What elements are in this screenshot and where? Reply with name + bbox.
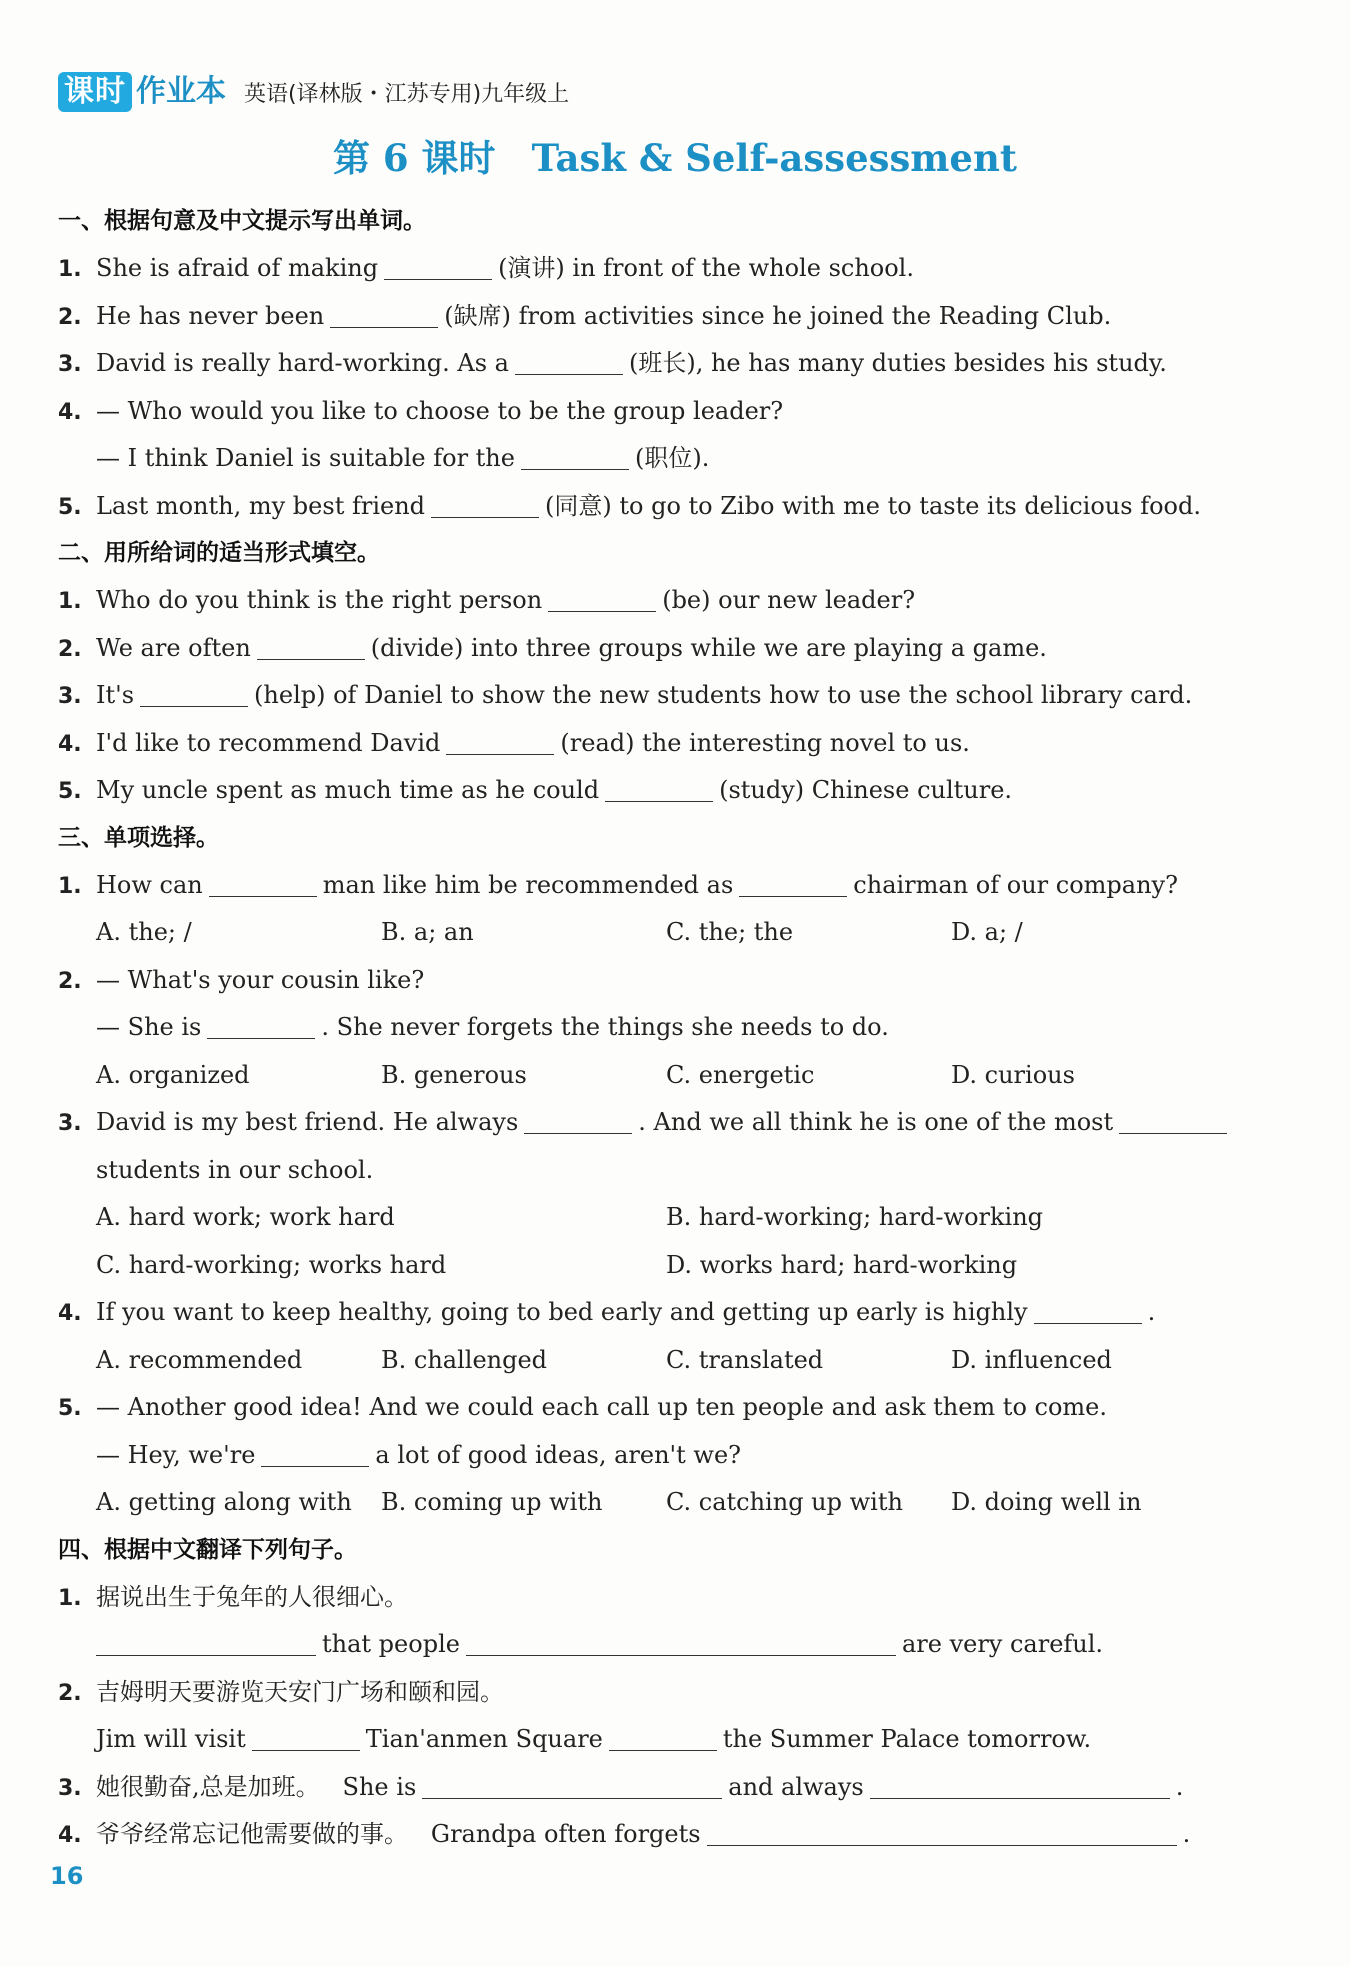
question: 2. 吉姆明天要游览天安门广场和颐和园。 [58, 1677, 504, 1706]
brand-name: 作业本 [136, 74, 226, 109]
answer-blank[interactable] [548, 585, 656, 612]
answer-blank[interactable] [1034, 1297, 1142, 1324]
options-row [58, 909, 1298, 957]
lesson-title [0, 128, 1350, 182]
question: 4. 爷爷经常忘记他需要做的事。 Grandpa often forgets . [58, 1820, 1191, 1848]
question: 5. — Another good idea! And we could each call up ten people and ask them to come. [58, 1393, 1108, 1421]
option-d[interactable]: D. doing well in [951, 1488, 1142, 1516]
question: 2. He has never been (缺席) from activities since he joined the Reading Club. [58, 301, 1112, 330]
question: 5. My uncle spent as much time as he could (study) Chinese culture. [58, 776, 1013, 804]
question: 1. 据说出生于兔年的人很细心。 [58, 1582, 408, 1611]
answer-blank[interactable] [739, 870, 847, 897]
answer-blank[interactable] [446, 728, 554, 755]
question: 4. I'd like to recommend David (read) the interesting novel to us. [58, 728, 970, 757]
lesson-topic: Task & Self-assessment [531, 136, 1017, 180]
question-line: Jim will visit Tian'anmen Square the Summer Palace tomorrow. [96, 1725, 1092, 1753]
question-line: — Hey, we're a lot of good ideas, aren't we? [96, 1440, 742, 1469]
answer-blank[interactable] [257, 633, 365, 660]
page-number: 16 [50, 1862, 84, 1890]
option-b[interactable]: B. challenged [381, 1345, 548, 1374]
options-row [58, 1242, 1298, 1290]
page-header [58, 70, 569, 112]
section-heading: 四、根据中文翻译下列句子。 [58, 1536, 357, 1563]
option-b[interactable]: B. coming up with [381, 1488, 603, 1516]
answer-blank[interactable] [521, 443, 629, 470]
question: 1. How can man like him be recommended as chairman of our company? [58, 870, 1178, 899]
option-c[interactable]: C. energetic [666, 1060, 815, 1089]
option-d[interactable]: D. influenced [951, 1345, 1112, 1374]
answer-blank[interactable] [252, 1724, 360, 1751]
option-a[interactable]: A. organized [96, 1060, 250, 1089]
answer-blank[interactable] [524, 1107, 632, 1134]
options-row [58, 1479, 1298, 1527]
answer-blank[interactable] [330, 301, 438, 328]
question: 3. David is really hard-working. As a (班长), he has many duties besides his study. [58, 349, 1167, 377]
question: 3. David is my best friend. He always . And we all think he is one of the most [58, 1099, 1298, 1147]
question: 4. If you want to keep healthy, going to bed early and getting up early is highly . [58, 1298, 1156, 1326]
option-a[interactable]: A. recommended [96, 1345, 303, 1374]
section-heading: 三、单项选择。 [58, 824, 219, 851]
answer-blank[interactable] [140, 680, 248, 707]
question: 4. — Who would you like to choose to be the group leader? [58, 396, 784, 425]
option-a[interactable]: A. hard work; work hard [96, 1203, 395, 1231]
question: 5. Last month, my best friend (同意) to go to Zibo with me to taste its delicious food. [58, 491, 1201, 520]
question: 1. Who do you think is the right person (be) our new leader? [58, 586, 916, 614]
answer-blank[interactable] [431, 491, 539, 518]
section-heading: 二、用所给词的适当形式填空。 [58, 540, 380, 566]
question-line: — She is . She never forgets the things she needs to do. [96, 1013, 889, 1041]
option-b[interactable]: B. a; an [381, 918, 474, 946]
option-c[interactable]: C. catching up with [666, 1488, 903, 1516]
worksheet-content [58, 198, 1298, 1859]
question: 1. She is afraid of making (演讲) in front of the whole school. [58, 254, 914, 282]
answer-blank[interactable] [515, 348, 623, 375]
logo: 课时 [58, 72, 132, 112]
option-d[interactable]: D. curious [951, 1060, 1075, 1089]
question-line: students in our school. [96, 1155, 374, 1184]
book-title: 英语(译林版・江苏专用)九年级上 [244, 82, 570, 107]
answer-blank[interactable] [1119, 1107, 1227, 1134]
option-b[interactable]: B. generous [381, 1060, 527, 1089]
question: 2. — What's your cousin like? [58, 965, 425, 994]
option-b[interactable]: B. hard-working; hard-working [666, 1203, 1044, 1231]
question: 3. It's (help) of Daniel to show the new students how to use the school library card. [58, 681, 1193, 709]
option-a[interactable]: A. getting along with [96, 1488, 352, 1516]
answer-blank[interactable] [870, 1772, 1170, 1799]
section-heading: 一、根据句意及中文提示写出单词。 [58, 208, 426, 234]
answer-blank[interactable] [96, 1629, 316, 1656]
answer-blank[interactable] [209, 870, 317, 897]
option-c[interactable]: C. the; the [666, 918, 794, 946]
answer-blank[interactable] [422, 1772, 722, 1799]
option-d[interactable]: D. a; / [951, 918, 1023, 946]
answer-blank[interactable] [605, 775, 713, 802]
answer-blank[interactable] [384, 253, 492, 280]
option-c[interactable]: C. translated [666, 1345, 824, 1374]
answer-blank[interactable] [609, 1724, 717, 1751]
answer-blank[interactable] [261, 1440, 369, 1467]
question-line: — I think Daniel is suitable for the (职位). [96, 444, 710, 472]
options-row [58, 1052, 1298, 1100]
question: 2. We are often (divide) into three groups while we are playing a game. [58, 633, 1047, 662]
question: 3. 她很勤奋,总是加班。 She is and always . [58, 1772, 1184, 1801]
answer-blank[interactable] [707, 1819, 1177, 1846]
answer-blank[interactable] [207, 1012, 315, 1039]
option-a[interactable]: A. the; / [96, 918, 192, 946]
lesson-number: 第 6 课时 [333, 136, 496, 180]
options-row [58, 1194, 1298, 1242]
option-d[interactable]: D. works hard; hard-working [666, 1250, 1018, 1279]
answer-blank[interactable] [466, 1629, 896, 1656]
question-line: that people are very careful. [58, 1621, 1298, 1669]
options-row [58, 1337, 1298, 1385]
option-c[interactable]: C. hard-working; works hard [96, 1250, 447, 1279]
